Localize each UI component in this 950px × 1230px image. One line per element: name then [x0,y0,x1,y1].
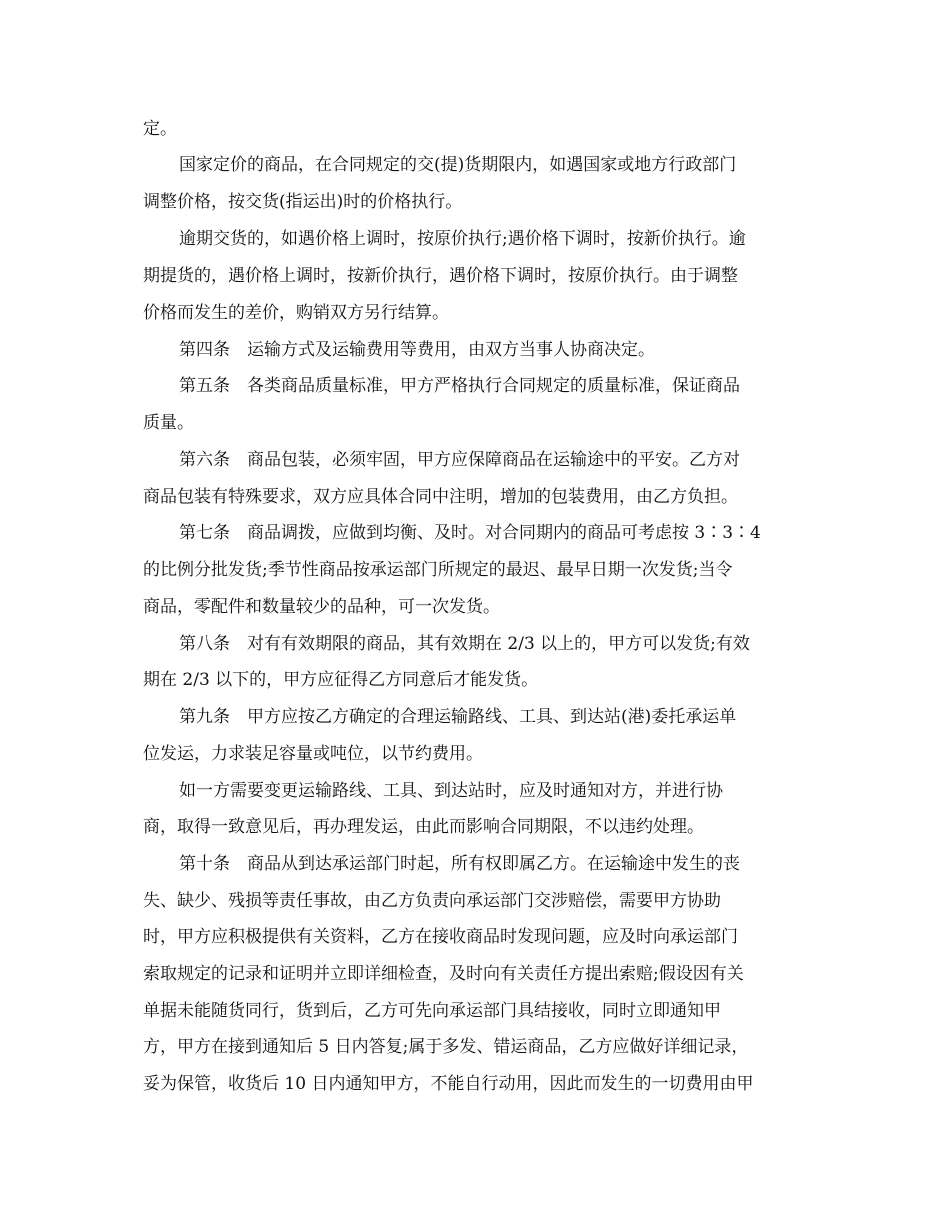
text-line: 商品包装有特殊要求，双方应具体合同中注明，增加的包装费用，由乙方负担。 [143,487,738,507]
text-line: 商品，零配件和数量较少的品种，可一次发货。 [143,597,500,617]
text-line: 价格而发生的差价，购销双方另行结算。 [143,303,449,323]
article-8: 第八条 对有有效期限的商品，其有效期在 2/3 以上的，甲方可以发货;有效 [179,634,750,654]
text-line: 商，取得一致意见后，再办理发运，由此而影响合同期限，不以违约处理。 [143,817,704,837]
text-line: 的比例分批发货;季节性商品按承运部门所规定的最迟、最早日期一次发货;当令 [143,560,733,580]
text-line: 调整价格，按交货(指运出)时的价格执行。 [143,192,463,212]
text-line: 期提货的，遇价格上调时，按新价执行，遇价格下调时，按原价执行。由于调整 [143,266,738,286]
article-7: 第七条 商品调拨，应做到均衡、及时。对合同期内的商品可考虑按 3∶3∶4 [179,523,761,543]
article-4: 第四条 运输方式及运输费用等费用，由双方当事人协商决定。 [179,340,655,360]
paragraph-start: 国家定价的商品，在合同规定的交(提)货期限内，如遇国家或地方行政部门 [179,155,737,175]
text-line: 索取规定的记录和证明并立即详细检查，及时向有关责任方提出索赔;假设因有关 [143,964,744,984]
article-5: 第五条 各类商品质量标准，甲方严格执行合同规定的质量标准，保证商品 [179,376,740,396]
text-line: 妥为保管，收货后 10 日内通知甲方，不能自行动用，因此而发生的一切费用由甲 [143,1074,754,1094]
paragraph-start: 如一方需要变更运输路线、工具、到达站时，应及时通知对方，并进行协 [179,781,723,801]
text-line: 单据未能随货同行，货到后，乙方可先向承运部门具结接收，同时立即通知甲 [143,1001,721,1021]
article-6: 第六条 商品包装，必须牢固，甲方应保障商品在运输途中的平安。乙方对 [179,450,740,470]
text-line: 时，甲方应积极提供有关资料，乙方在接收商品时发现问题，应及时向承运部门 [143,927,738,947]
article-10: 第十条 商品从到达承运部门时起，所有权即属乙方。在运输途中发生的丧 [179,854,740,874]
text-line: 位发运，力求装足容量或吨位，以节约费用。 [143,744,483,764]
text-line: 定。 [143,119,177,139]
paragraph-start: 逾期交货的，如遇价格上调时，按原价执行;遇价格下调时，按新价执行。逾 [179,229,746,249]
article-9: 第九条 甲方应按乙方确定的合理运输路线、工具、到达站(港)委托承运单 [179,707,737,727]
text-line: 失、缺少、残损等责任事故，由乙方负责向承运部门交涉赔偿，需要甲方协助 [143,891,721,911]
text-line: 期在 2/3 以下的，甲方应征得乙方同意后才能发货。 [143,670,539,690]
text-line: 方，甲方在接到通知后 5 日内答复;属于多发、错运商品，乙方应做好详细记录， [143,1037,749,1057]
text-line: 质量。 [143,413,194,433]
